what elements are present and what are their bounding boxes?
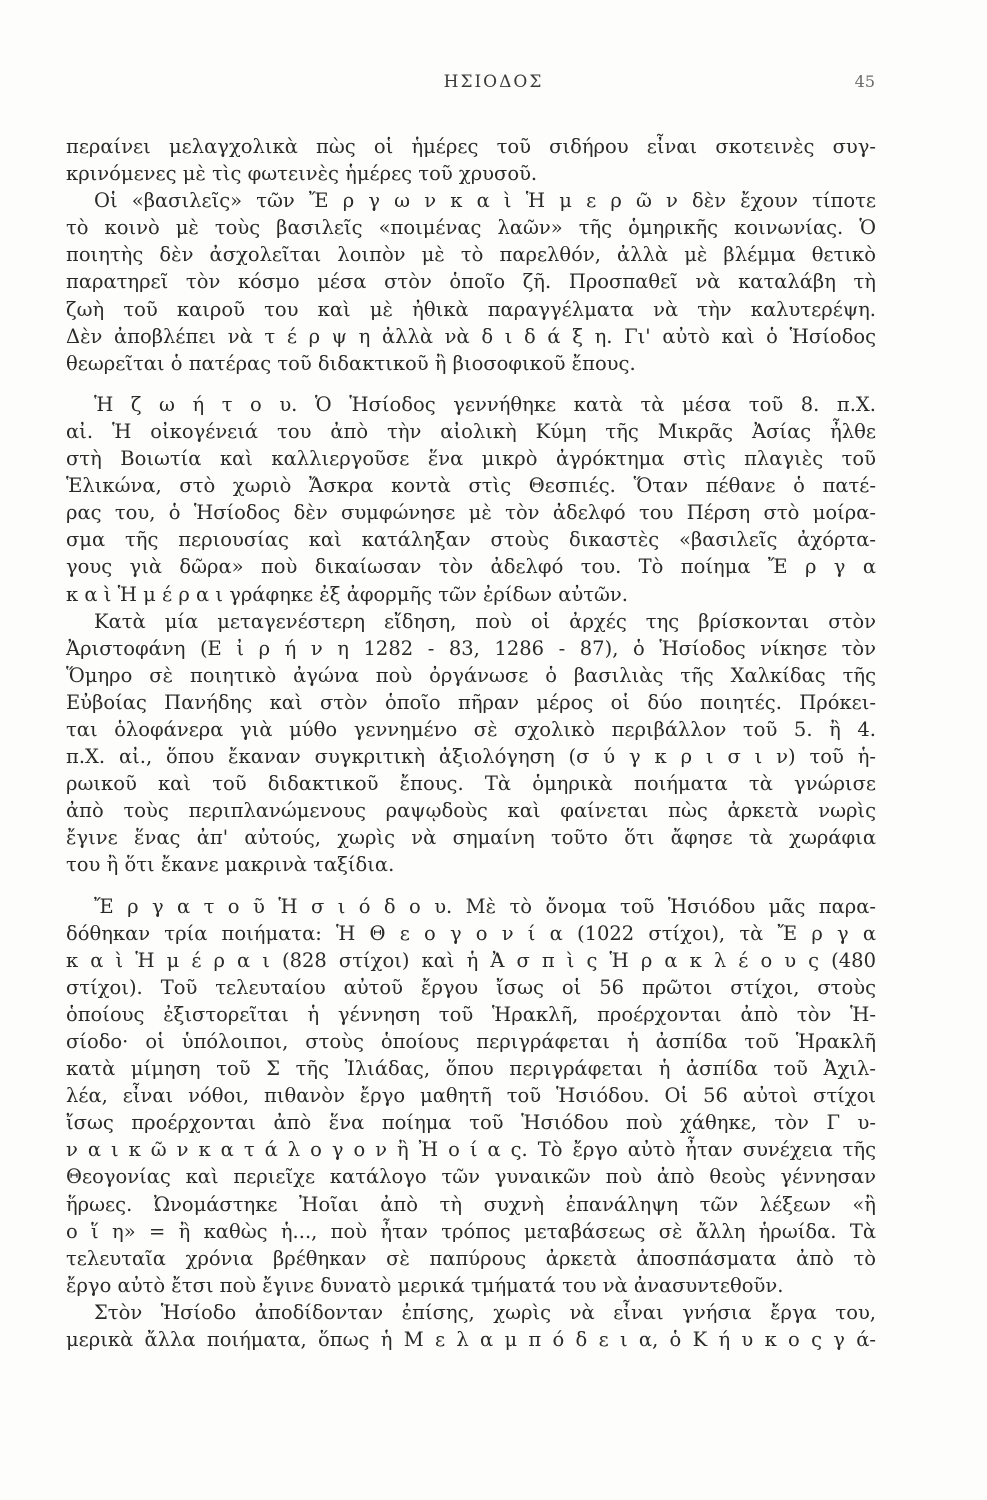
text-line: ρωικοῦ καὶ τοῦ διδακτικοῦ ἔπους. Τὰ ὁμηρικὰ ποιήματα τὰ γνώρισε — [66, 772, 876, 796]
text-line: ποιητὴς δὲν ἀσχολεῖται λοιπὸν μὲ τὸ παρελθόν, ἀλλὰ μὲ βλέμμα θετικὸ — [66, 243, 876, 267]
text-line: τελευταῖα χρόνια βρέθηκαν σὲ παπύρους ἀρκετὰ ἀποσπάσματα ἀπὸ τὸ — [66, 1246, 876, 1270]
page-number: 45 — [854, 72, 875, 91]
paragraph — [66, 187, 876, 377]
text-line: κ α ὶ Ἡ μ έ ρ α ι γράφηκε ἐξ ἀφορμῆς τῶν ἐρίδων αὐτῶν. — [66, 582, 628, 606]
text-line: ν α ι κ ῶ ν κ α τ ά λ ο γ ο ν ἢ Ἠ ο ί α ς. Τὸ ἔργο αὐτὸ ἦταν συνέχεια τῆς — [66, 1138, 876, 1162]
text-line: γους γιὰ δῶρα» ποὺ δικαίωσαν τὸν ἀδελφό του. Τὸ ποίημα Ἔ ρ γ α — [66, 555, 876, 579]
text-line: ἀπὸ τοὺς περιπλανώμενους ραψῳδοὺς καὶ φαίνεται πὼς ἀρκετὰ νωρὶς — [66, 799, 876, 823]
text-line: Δὲν ἀποβλέπει νὰ τ έ ρ ψ η ἀλλὰ νὰ δ ι δ ά ξ η. Γι' αὐτὸ καὶ ὁ Ἡσίοδος — [66, 324, 876, 348]
text-line: στὴ Βοιωτία καὶ καλλιεργοῦσε ἕνα μικρὸ ἀγρόκτημα στὶς πλαγιὲς τοῦ — [66, 447, 876, 471]
text-line: Ἡ ζ ω ή τ ο υ. Ὁ Ἡσίοδος γεννήθηκε κατὰ τὰ μέσα τοῦ 8. π.Χ. — [94, 392, 876, 416]
text-line: στίχοι). Τοῦ τελευταίου αὐτοῦ ἔργου ἴσως οἱ 56 πρῶτοι στίχοι, στοὺς — [66, 975, 876, 999]
paragraph — [66, 391, 876, 608]
text-line: Στὸν Ἡσίοδο ἀποδίδονταν ἐπίσης, χωρὶς νὰ εἶναι γνήσια ἔργα του, — [94, 1300, 876, 1324]
text-line: ὁποίους ἐξιστορεῖται ἡ γέννηση τοῦ Ἡρακλῆ, προέρχονται ἀπὸ τὸν Ἡ- — [66, 1002, 876, 1026]
text-line: τὸ κοινὸ μὲ τοὺς βασιλεῖς «ποιμένας λαῶν» τῆς ὁμηρικῆς κοινωνίας. Ὁ — [66, 216, 876, 240]
text-line: ο ἵ η» = ἢ καθὼς ἡ..., ποὺ ἦταν τρόπος μεταβάσεως σὲ ἄλλη ἡρωίδα. Τὰ — [66, 1219, 876, 1243]
text-line: κρινόμενες μὲ τὶς φωτεινὲς ἡμέρες τοῦ χρυσοῦ. — [66, 162, 538, 186]
text-line: Ἔ ρ γ α τ ο ῦ Ἡ σ ι ό δ ο υ. Μὲ τὸ ὄνομα τοῦ Ἡσιόδου μᾶς παρα- — [94, 894, 876, 918]
text-line: ἔργο αὐτὸ ἔτσι ποὺ ἔγινε δυνατὸ μερικά τμήματά του νὰ ἀνασυντεθοῦν. — [66, 1273, 784, 1297]
text-line: ται ὁλοφάνερα γιὰ μύθο γεννημένο σὲ σχολικὸ περιβάλλον τοῦ 5. ἢ 4. — [66, 717, 876, 741]
text-line: σίοδο· οἱ ὑπόλοιποι, στοὺς ὁποίους περιγράφεται ἡ ἀσπίδα τοῦ Ἡρακλῆ — [66, 1030, 876, 1053]
text-line: ζωὴ τοῦ καιροῦ του καὶ μὲ ἠθικὰ παραγγέλματα νὰ τὴν καλυτερέψη. — [66, 297, 876, 321]
text-line: σμα τῆς περιουσίας καὶ κατάληξαν στοὺς δικαστὲς «βασιλεῖς ἀχόρτα- — [66, 528, 876, 552]
paragraph — [66, 608, 876, 879]
text-line: Ὅμηρο σὲ ποιητικὸ ἀγώνα ποὺ ὀργάνωσε ὁ βασιλιὰς τῆς Χαλκίδας τῆς — [66, 663, 876, 687]
text-line: αἰ. Ἡ οἰκογένειά του ἀπὸ τὴν αἰολικὴ Κύμη τῆς Μικρᾶς Ἀσίας ἦλθε — [66, 419, 876, 443]
text-line: του ἢ ὅτι ἔκανε μακρινὰ ταξίδια. — [66, 853, 395, 877]
text-line: περαίνει μελαγχολικὰ πὼς οἱ ἡμέρες τοῦ σιδήρου εἶναι σκοτεινὲς συγ- — [66, 135, 876, 158]
text-line: θεωρεῖται ὁ πατέρας τοῦ διδακτικοῦ ἢ βιοσοφικοῦ ἔπους. — [66, 351, 636, 375]
running-title: ΗΣΙΟΔΟΣ — [443, 72, 544, 92]
paragraph — [66, 133, 876, 187]
text-line: δόθηκαν τρία ποιήματα: Ἡ Θ ε ο γ ο ν ί α (1022 στίχοι), τὰ Ἔ ρ γ α — [66, 921, 876, 945]
body-text — [66, 133, 876, 1353]
text-line: Ἑλικώνα, στὸ χωριὸ Ἄσκρα κοντὰ στὶς Θεσπιές. Ὅταν πέθανε ὁ πατέ- — [66, 474, 876, 498]
text-line: Εὐβοίας Πανήδης καὶ στὸν ὁποῖο πῆραν μέρος οἱ δύο ποιητές. Πρόκει- — [66, 690, 876, 714]
paragraph — [66, 1299, 876, 1353]
text-line: Κατὰ μία μεταγενέστερη εἴδηση, ποὺ οἱ ἀρχές της βρίσκονται στὸν — [94, 609, 876, 633]
text-line: κ α ὶ Ἡ μ έ ρ α ι (828 στίχοι) καὶ ἡ Ἀ σ π ὶ ς Ἡ ρ α κ λ έ ο υ ς (480 — [66, 948, 876, 972]
text-line: Οἱ «βασιλεῖς» τῶν Ἔ ρ γ ω ν κ α ὶ Ἡ μ ε ρ ῶ ν δὲν ἔχουν τίποτε — [94, 189, 876, 213]
running-head — [0, 72, 987, 96]
text-line: ρας του, ὁ Ἡσίοδος δὲν συμφώνησε μὲ τὸν ἀδελφό του Πέρση στὸ μοίρα- — [66, 501, 876, 525]
text-line: ἔγινε ἕνας ἀπ' αὐτούς, χωρὶς νὰ σημαίνη τοῦτο ὅτι ἄφησε τὰ χωράφια — [66, 826, 876, 850]
section-gap — [66, 377, 876, 391]
section-gap — [66, 879, 876, 893]
text-line: λέα, εἶναι νόθοι, πιθανὸν ἔργο μαθητῆ τοῦ Ἡσιόδου. Οἱ 56 αὐτοὶ στίχοι — [66, 1084, 876, 1108]
text-line: Θεογονίας καὶ περιεῖχε κατάλογο τῶν γυναικῶν ποὺ ἀπὸ θεοὺς γέννησαν — [66, 1165, 876, 1189]
text-line: π.Χ. αἰ., ὅπου ἔκαναν συγκριτικὴ ἀξιολόγηση (σ ύ γ κ ρ ι σ ι ν) τοῦ ἡ- — [66, 745, 876, 769]
text-line: ἴσως προέρχονται ἀπὸ ἕνα ποίημα τοῦ Ἡσιόδου ποὺ χάθηκε, τὸν Γ υ- — [66, 1111, 876, 1135]
text-line: κατὰ μίμηση τοῦ Σ τῆς Ἰλιάδας, ὅπου περιγράφεται ἡ ἀσπίδα τοῦ Ἀχιλ- — [66, 1057, 876, 1081]
text-line: ἥρωες. Ὠνομάστηκε Ἠοῖαι ἀπὸ τὴ συχνὴ ἐπανάληψη τῶν λέξεων «ἢ — [66, 1192, 876, 1216]
paragraph — [66, 893, 876, 1299]
text-line: Ἀριστοφάνη (Ε ἰ ρ ή ν η 1282 - 83, 1286 - 87), ὁ Ἡσίοδος νίκησε τὸν — [66, 636, 876, 660]
text-line: παρατηρεῖ τὸν κόσμο μέσα στὸν ὁποῖο ζῆ. Προσπαθεῖ νὰ καταλάβη τὴ — [66, 270, 876, 294]
text-line: μερικὰ ἄλλα ποιήματα, ὅπως ἡ Μ ε λ α μ π ό δ ε ι α, ὁ Κ ή υ κ ο ς γ ά- — [66, 1328, 876, 1352]
